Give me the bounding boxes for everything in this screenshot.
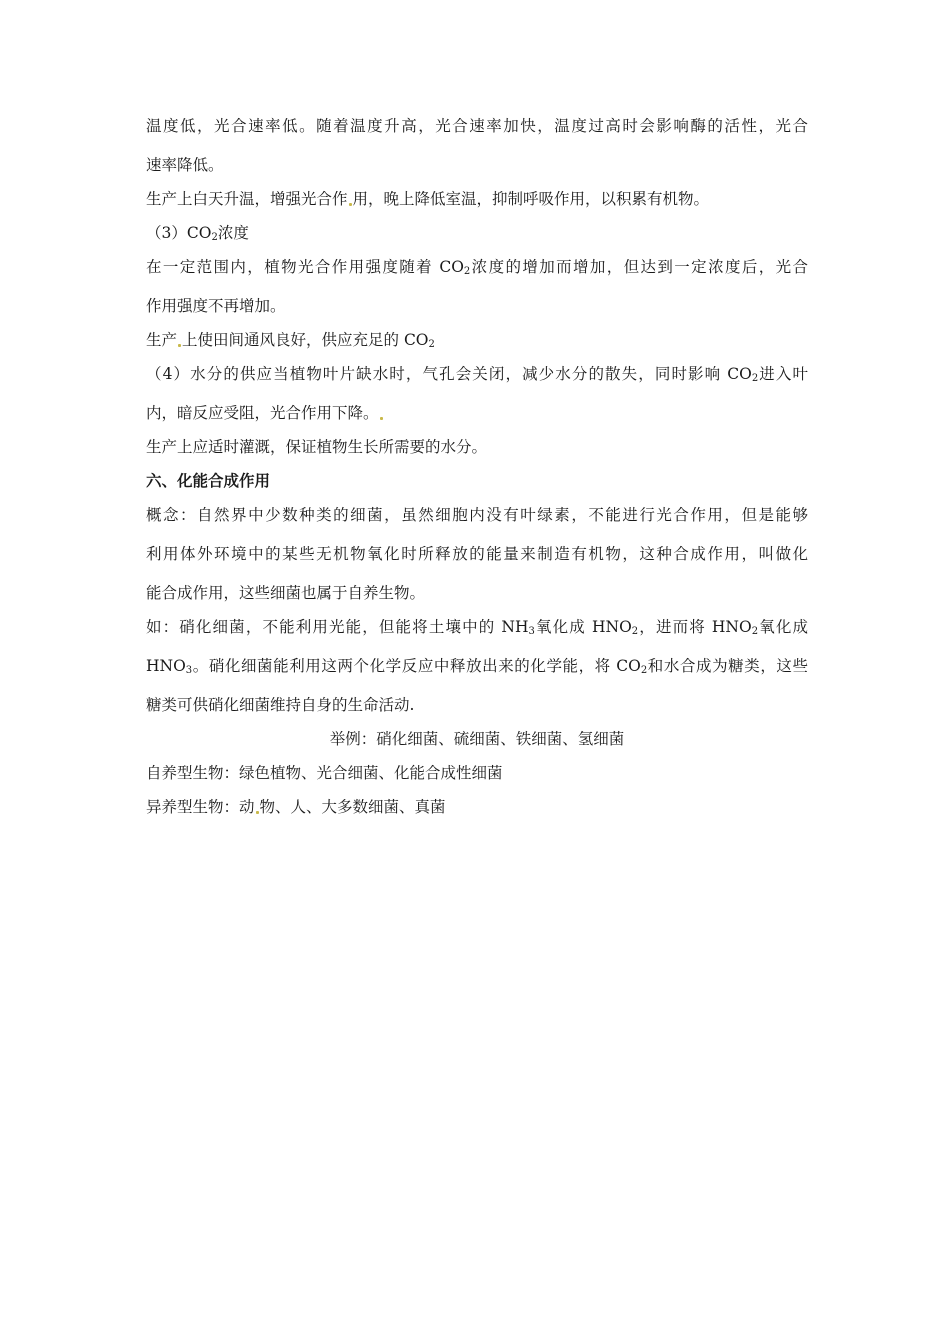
text: 温度低，光合速率低。随着温度升高，光合速率加快，温度过高时会影响酶的活性，光合 [146,117,808,135]
autotroph-line [146,763,808,783]
text: 糖类可供硝化细菌维持自身的生命活动. [146,696,415,714]
text: 举例：硝化细菌、硫细菌、铁细菌、氢细菌 [329,730,625,748]
text: HNO [146,657,186,675]
text: 如：硝化细菌，不能利用光能，但能将土壤中的 NH [146,618,529,636]
text: 内，暗反应受阻，光合作用下降。 [146,404,379,422]
speck-mark [256,811,259,814]
text: 物、人、大多数细菌、真菌 [259,798,446,816]
text: 进入叶 [758,365,808,383]
text: 。硝化细菌能利用这两个化学反应中释放出来的化学能，将 CO [192,657,641,675]
subscript: 2 [463,266,471,277]
text: 浓度 [217,224,249,242]
text: 利用体外环境中的某些无机物氧化时所释放的能量来制造有机物，这种合成作用，叫做化 [146,545,808,563]
text: 氧化成 HNO [534,618,632,636]
text: 在一定范围内，植物光合作用强度随着 CO [146,258,464,276]
subscript: 3 [185,665,193,676]
text: （3）CO [146,224,212,242]
paragraph-concept-line-3 [146,583,808,603]
subscript: 3 [528,626,535,637]
text: 用，晚上降低室温，抑制呼吸作用，以积累有机物。 [352,190,710,208]
text: 生产 [146,331,178,349]
heterotroph-line [146,797,808,817]
paragraph-concept-line-2 [146,544,808,564]
examples-line [146,729,808,749]
paragraph-example-line-3 [146,695,808,715]
text: 速率降低。 [146,156,224,174]
paragraph-production-water [146,437,808,457]
text: 生产上白天升温，增强光合作 [146,190,348,208]
subscript: 2 [211,232,218,243]
text: 浓度的增加而增加，但达到一定浓度后，光合 [470,258,808,276]
text: 概念：自然界中少数种类的细菌，虽然细胞内没有叶绿素，不能进行光合作用，但是能够 [146,506,808,524]
paragraph-example-line-1 [146,617,808,637]
subscript: 2 [751,626,759,637]
subscript: 2 [751,373,759,384]
text: 自养型生物：绿色植物、光合细菌、化能合成性细菌 [146,764,503,782]
text: 能合成作用，这些细菌也属于自养生物。 [146,584,426,602]
paragraph-production-co2 [146,330,808,350]
text: 作用强度不再增加。 [146,297,286,315]
speck-mark [380,417,383,420]
subscript: 2 [631,626,639,637]
text: 和水合成为糖类，这些 [647,657,808,675]
subscript: 2 [428,339,435,350]
text: ，进而将 HNO [638,618,752,636]
paragraph-concept-line-1 [146,505,808,525]
paragraph-co2-line-2 [146,296,808,316]
speck-mark [349,203,352,206]
speck-mark [178,344,181,347]
paragraph-production-temperature [146,189,808,209]
text: 生产上应适时灌溉，保证植物生长所需要的水分。 [146,438,488,456]
subscript: 2 [640,665,648,676]
paragraph-example-line-2 [146,656,808,676]
text: 六、化能合成作用 [146,472,271,490]
paragraph-temperature-line-1 [146,116,808,136]
text: （4）水分的供应当植物叶片缺水时，气孔会关闭，减少水分的散失，同时影响 CO [146,365,752,383]
paragraph-temperature-line-2 [146,155,808,175]
paragraph-water-line-2 [146,403,808,423]
text: 异养型生物：动 [146,798,255,816]
text: 上使田间通风良好，供应充足的 CO [182,331,429,349]
section-heading-chemosynthesis [146,471,808,491]
document-body [146,116,808,831]
section-co2-heading [146,223,808,243]
paragraph-water-line-1 [146,364,808,384]
text: 氧化成 [758,618,809,636]
paragraph-co2-line-1 [146,257,808,277]
